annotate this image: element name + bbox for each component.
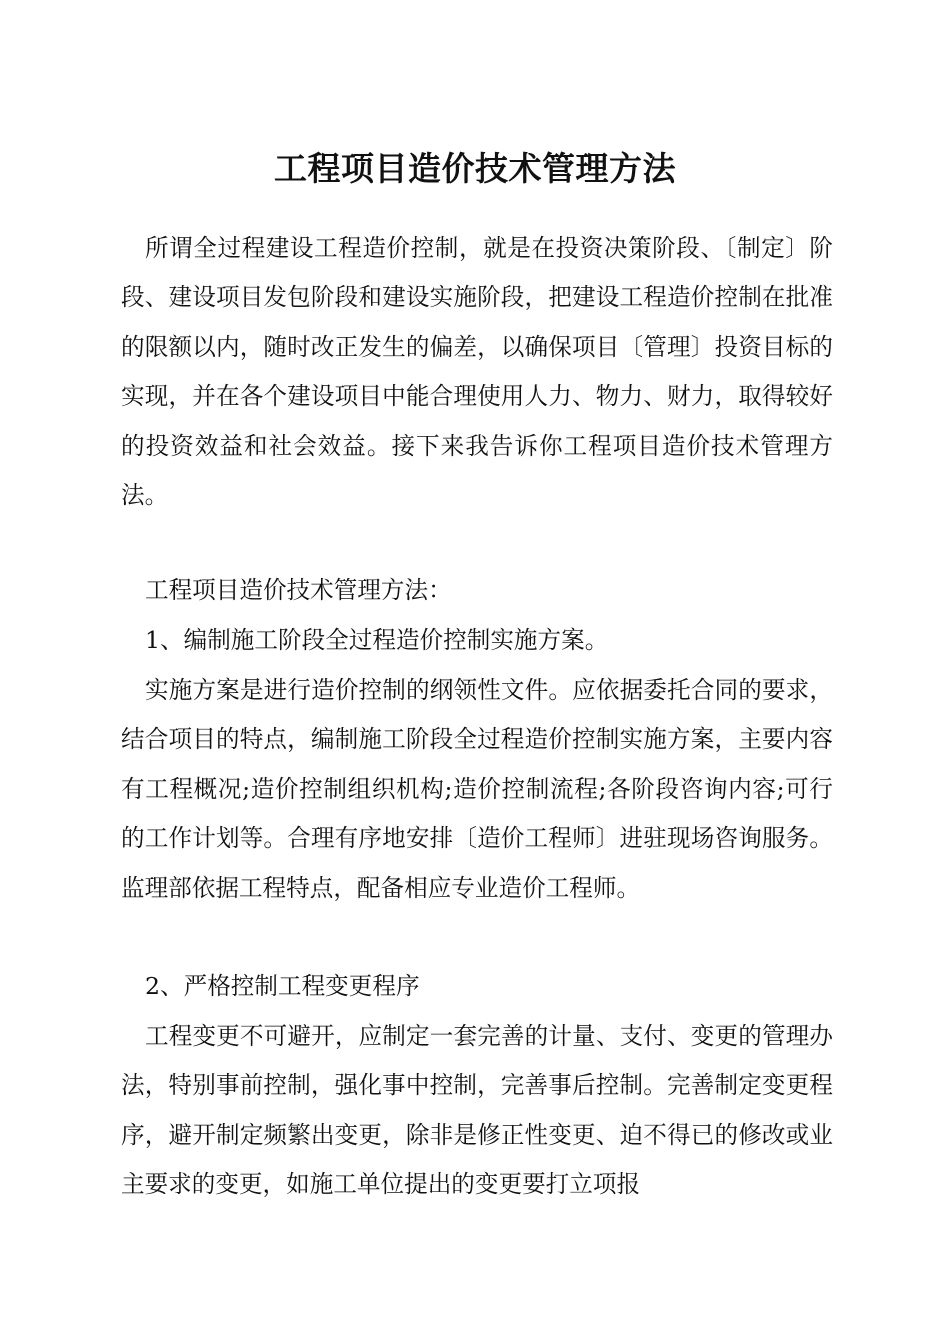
document-title: 工程项目造价技术管理方法 xyxy=(274,149,676,188)
item-2-body: 工程变更不可避开，应制定一套完善的计量、支付、变更的管理办法，特别事前控制，强化事中控制，完善事后控制。完善制定变更程序，避开制定频繁出变更，除非是修正性变更、迫不得已的修改或业主要求的变更，如施工单位提出的变更要打立项报 xyxy=(121,1022,833,1199)
item-1-heading: 1、编制施工阶段全过程造价控制实施方案。 xyxy=(145,626,609,654)
section-heading: 工程项目造价技术管理方法： xyxy=(145,576,452,604)
item-1-body: 实施方案是进行造价控制的纲领性文件。应依据委托合同的要求，结合项目的特点，编制施工阶段全过程造价控制实施方案，主要内容有工程概况;造价控制组织机构;造价控制流程;各阶段咨询内容;可行的工作计划等。合理有序地安排〔造价工程师〕进驻现场咨询服务。监理部依据工程特点，配备相应专业造价工程师。 xyxy=(121,676,833,902)
intro-paragraph: 所谓全过程建设工程造价控制，就是在投资决策阶段、〔制定〕阶段、建设项目发包阶段和建设实施阶段，把建设工程造价控制在批准的限额以内，随时改正发生的偏差，以确保项目〔管理〕投资目标的实现，并在各个建设项目中能合理使用人力、物力、财力，取得较好的投资效益和社会效益。接下来我告诉你工程项目造价技术管理方法。 xyxy=(121,234,833,510)
item-2-heading: 2、严格控制工程变更程序 xyxy=(145,972,420,1000)
